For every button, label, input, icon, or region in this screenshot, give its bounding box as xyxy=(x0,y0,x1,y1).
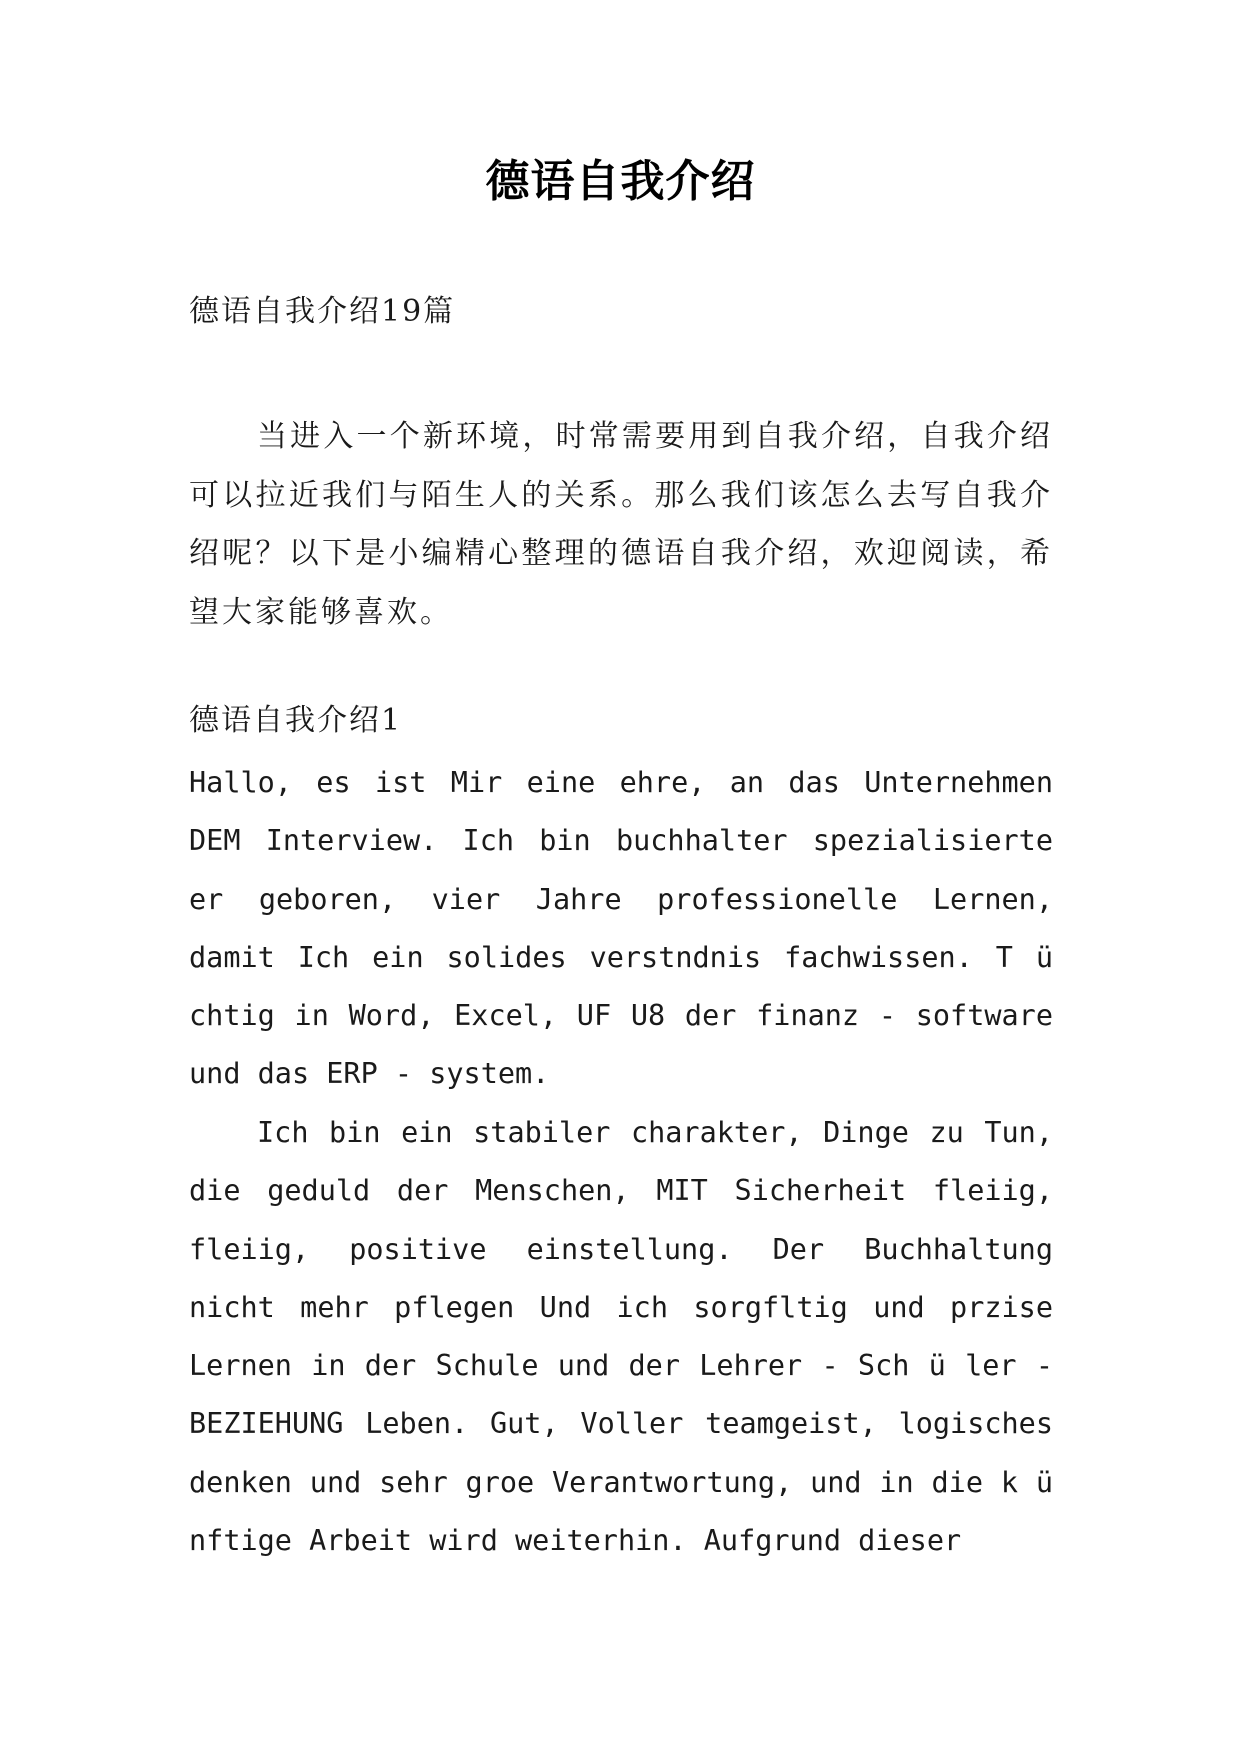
section-heading: 德语自我介绍1 xyxy=(189,703,403,738)
body-paragraph: Hallo, es ist Mir eine ehre, an das Unternehmen DEM Interview. Ich bin buchhalter spezialisierte er geboren, vier Jahre professionelle Lernen, damit Ich ein solides verstndnis fachwissen. T ü chtig in Word, Excel, UF U8 der finanz - software und das ERP - system. xyxy=(189,766,1053,1091)
body-paragraph: Ich bin ein stabiler charakter, Dinge zu Tun, die geduld der Menschen, MIT Sicherheit fleiig, fleiig, positive einstellung. Der Buchhaltung nicht mehr pflegen Und ich sorgfltig und przise Lernen in der Schule und der Lehrer - Sch ü ler - BEZIEHUNG Leben. Gut, Voller teamgeist, logisches denken und sehr groe Verantwortung, und in die k ü nftige Arbeit wird weiterhin. Aufgrund dieser xyxy=(189,1116,1053,1558)
intro-paragraph: 当进入一个新环境，时常需要用到自我介绍，自我介绍可以拉近我们与陌生人的关系。那么我们该怎么去写自我介绍呢？以下是小编精心整理的德语自我介绍，欢迎阅读，希望大家能够喜欢。 xyxy=(189,419,1053,630)
document-title: 德语自我介绍 xyxy=(485,156,756,207)
document-subtitle: 德语自我介绍19篇 xyxy=(189,294,456,329)
